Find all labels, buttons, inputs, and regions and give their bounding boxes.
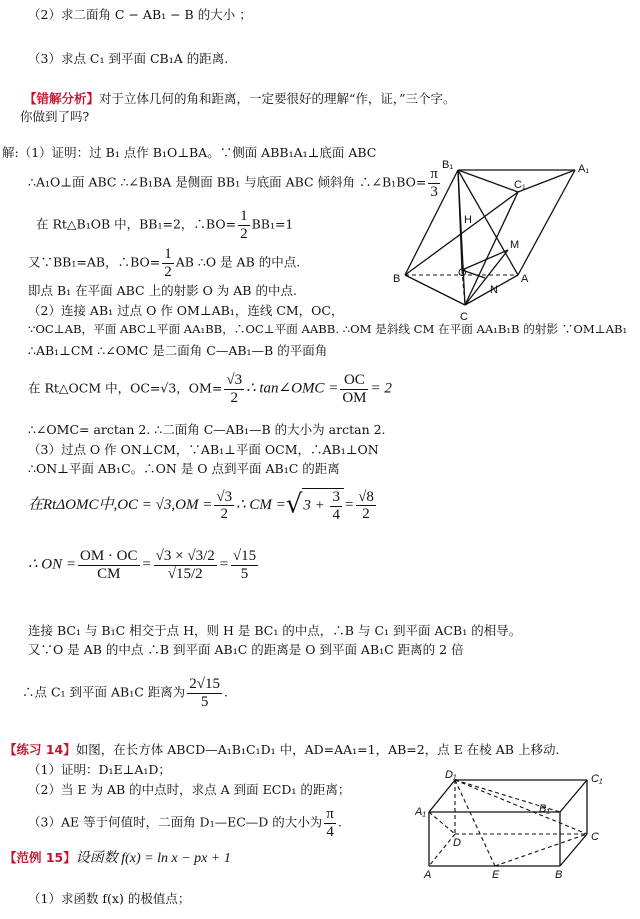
edge-b-c bbox=[560, 834, 587, 866]
solution-line-16: 又∵O 是 AB 的中点 ∴B 到平面 AB₁C 的距离是 O 到平面 AB₁C 距离的 2 倍 bbox=[28, 642, 464, 657]
fraction-num: π bbox=[430, 166, 438, 182]
fraction-om bbox=[224, 372, 244, 406]
solution-line-9 bbox=[28, 372, 392, 406]
exercise-14-title bbox=[4, 743, 559, 757]
fraction-distance bbox=[187, 676, 222, 710]
fraction-half bbox=[238, 208, 250, 242]
fraction-num: √3 × √3/2 bbox=[155, 548, 215, 564]
example-15-tag: 【范例 15】 bbox=[4, 850, 76, 865]
label-e: E bbox=[492, 869, 500, 880]
solution-line-2-text: ∴A₁O⊥面 ABC ∴∠B₁BA 是侧面 BB₁ 与底面 ABC 倾斜角 ∴∠B₁BO= bbox=[28, 174, 427, 190]
equals: = bbox=[343, 497, 355, 513]
solution-line-4-text: 又∵BB₁=AB，∴BO= bbox=[28, 254, 161, 270]
solution-line-13 bbox=[28, 488, 378, 523]
fraction-den: CM bbox=[97, 565, 121, 582]
label-b1: B₁ bbox=[539, 803, 550, 815]
fraction-num: 1 bbox=[240, 208, 248, 224]
radicand-term: 3 + bbox=[303, 497, 329, 514]
fraction-den: 2 bbox=[230, 389, 238, 406]
error-analysis-text: 对于立体几何的角和距离，一定要很好的理解“作，证，”三个字。 bbox=[99, 91, 456, 106]
label-c: C bbox=[460, 311, 468, 323]
question-3: （3）求点 C₁ 到平面 CB₁A 的距离. bbox=[28, 51, 229, 66]
fraction-den: √15/2 bbox=[167, 565, 203, 582]
fraction-den: 4 bbox=[332, 506, 340, 523]
edge-b1-b bbox=[405, 170, 458, 275]
solution-line-9-text: 在 Rt△OCM 中，OC=√3，OM= bbox=[28, 380, 223, 396]
label-a1: A₁ bbox=[578, 163, 590, 175]
exercise-14-part-2: （2）当 E 为 AB 的中点时，求点 A 到面 ECD₁ 的距离； bbox=[28, 782, 351, 797]
edge-d-a bbox=[429, 834, 455, 866]
exercise-14-part-3 bbox=[28, 806, 342, 840]
fraction-on-formula bbox=[78, 548, 140, 582]
fraction-num: √3 bbox=[226, 372, 243, 388]
solution-line-15: 连接 BC₁ 与 B₁C 相交于点 H，则 H 是 BC₁ 的中点，∴B 与 C₁ 到平面 ACB₁ 的相导。 bbox=[28, 623, 522, 638]
solution-line-1: 解:（1）证明：过 B₁ 点作 B₁O⊥BA。∵侧面 ABB₁A₁⊥底面 ABC bbox=[2, 145, 377, 160]
equals: = bbox=[141, 556, 152, 573]
fraction-num: OM · OC bbox=[80, 548, 138, 564]
edge-b-c bbox=[405, 275, 465, 305]
edge-a1-d bbox=[429, 812, 455, 834]
fraction-on-result bbox=[231, 548, 258, 582]
question-2: （2）求二面角 C − AB₁ − B 的大小 ； bbox=[28, 7, 252, 22]
error-analysis bbox=[24, 92, 456, 106]
error-analysis-tag: 【错解分析】 bbox=[24, 91, 100, 106]
solution-line-5: 即点 B₁ 在平面 ABC 上的射影 O 为 AB 的中点. bbox=[28, 283, 297, 298]
label-a: A bbox=[521, 273, 529, 285]
fraction-num: 1 bbox=[164, 246, 172, 262]
fraction-num: 3 bbox=[332, 489, 340, 505]
exercise-14-part-3-tail: . bbox=[337, 814, 342, 830]
label-c: C bbox=[591, 831, 599, 843]
solution-line-4-tail: AB ∴O 是 AB 的中点. bbox=[175, 254, 301, 270]
solution-line-3 bbox=[36, 208, 293, 242]
tan-result: = 2 bbox=[370, 380, 392, 397]
label-h: H bbox=[464, 214, 472, 226]
example-15-title bbox=[4, 851, 231, 867]
label-o: O bbox=[458, 267, 467, 279]
exercise-14-tag: 【练习 14】 bbox=[4, 742, 76, 757]
fraction-oc-om bbox=[340, 372, 368, 406]
solution-line-11: （3）过点 O 作 ON⊥CM，∵AB₁⊥平面 OCM，∴AB₁⊥ON bbox=[28, 442, 379, 457]
cm-label: ∴ CM = bbox=[236, 497, 286, 513]
edge-o-m bbox=[462, 250, 508, 270]
fraction-num: 2√15 bbox=[189, 676, 220, 692]
edge-c1-a1 bbox=[518, 170, 575, 192]
exercise-14-part-1: （1）证明：D₁E⊥A₁D； bbox=[28, 762, 171, 777]
fraction-den: 2 bbox=[220, 506, 228, 522]
fraction-num: √15 bbox=[232, 548, 257, 564]
fraction-num: OC bbox=[340, 372, 368, 390]
solution-line-14 bbox=[28, 548, 260, 582]
fraction-den: 2 bbox=[362, 506, 370, 522]
error-analysis-question: 你做到了吗? bbox=[20, 109, 90, 124]
fraction-cm-result bbox=[356, 489, 376, 523]
label-n: N bbox=[490, 284, 498, 296]
edge-d1-a1 bbox=[429, 780, 455, 812]
exercise-14-text: 如图，在长方体 ABCD—A₁B₁C₁D₁ 中，AD=AA₁=1，AB=2，点 E 在棱 AB 上移动. bbox=[75, 742, 560, 757]
fraction-den: 3 bbox=[430, 183, 438, 200]
label-a1: A₁ bbox=[415, 806, 426, 818]
solution-line-4 bbox=[28, 246, 300, 280]
fraction-den: OM bbox=[342, 389, 367, 406]
edge-b1-c1 bbox=[560, 780, 587, 812]
solution-line-17-tail: . bbox=[224, 684, 228, 700]
box-figure bbox=[415, 768, 615, 880]
edge-a1-a bbox=[518, 170, 575, 275]
solution-line-7: ∵OC⊥AB，平面 ABC⊥平面 AA₁BB，∴OC⊥平面 AABB. ∴OM 是斜线 CM 在平面 AA₁B₁B 的射影 ∵OM⊥AB₁ bbox=[28, 322, 628, 336]
exercise-14-part-3-text: （3）AE 等于何值时，二面角 D₁—EC—D 的大小为 bbox=[28, 814, 323, 830]
label-b1: B₁ bbox=[442, 159, 454, 171]
fraction-den: 4 bbox=[326, 823, 334, 840]
fraction-three-quarters bbox=[330, 489, 342, 523]
label-m: M bbox=[510, 239, 520, 251]
cm-given: 在RtΔOMC中,OC = √3,OM = bbox=[28, 497, 213, 513]
solution-line-3-tail: BB₁=1 bbox=[251, 216, 294, 232]
label-c1: C₁ bbox=[591, 773, 603, 785]
solution-line-17-text: ∴点 C₁ 到平面 AB₁C 距离为 bbox=[22, 684, 186, 700]
fraction-pi-4 bbox=[324, 806, 336, 840]
solution-line-2 bbox=[28, 166, 442, 200]
edge-d1-c bbox=[455, 780, 587, 834]
radical-sign: √ bbox=[285, 489, 303, 520]
solution-line-17 bbox=[22, 676, 228, 710]
label-b: B bbox=[393, 273, 401, 285]
label-d: D bbox=[453, 837, 461, 849]
fraction-num: π bbox=[326, 806, 334, 822]
solution-line-10: ∴∠OMC= arctan 2. ∴二面角 C—AB₁—B 的大小为 arctan 2. bbox=[28, 422, 386, 437]
edge-d1-e bbox=[455, 780, 495, 866]
example-15-part-1: （1）求函数 f(x) 的极值点； bbox=[28, 891, 191, 906]
fraction-num: √3 bbox=[216, 488, 233, 505]
solution-line-3-text: 在 Rt△B₁OB 中，BB₁=2，∴BO= bbox=[36, 216, 237, 232]
fraction-den: 2 bbox=[164, 263, 172, 280]
prism-figure bbox=[390, 150, 620, 330]
equals: = bbox=[218, 556, 229, 573]
fraction-den: 2 bbox=[240, 225, 248, 242]
label-a: A bbox=[424, 869, 432, 880]
tan-expression: ∴ tan∠OMC = bbox=[246, 380, 339, 397]
fraction-half bbox=[162, 246, 174, 280]
solution-line-12: ∴ON⊥平面 AB₁C。∴ON 是 O 点到平面 AB₁C 的距离 bbox=[28, 461, 340, 476]
edge-b1-o bbox=[458, 170, 462, 270]
label-c1: C₁ bbox=[514, 179, 526, 191]
solution-line-8: ∴AB₁⊥CM ∴∠OMC 是二面角 C—AB₁—B 的平面角 bbox=[28, 343, 328, 358]
radicand bbox=[302, 488, 344, 523]
fraction-om bbox=[214, 489, 234, 523]
label-b: B bbox=[555, 869, 563, 880]
on-label: ∴ ON = bbox=[28, 556, 77, 573]
fraction-on-compound bbox=[154, 548, 217, 582]
label-d1: D₁ bbox=[445, 769, 457, 781]
fraction-num: √8 bbox=[358, 488, 374, 505]
fraction-den: 5 bbox=[240, 565, 249, 582]
fraction-den: 5 bbox=[200, 693, 209, 710]
example-15-text: 设函数 f(x) = ln x − px + 1 bbox=[75, 851, 231, 866]
solution-line-6: （2）连接 AB₁ 过点 O 作 OM⊥AB₁，连线 CM，OC， bbox=[28, 303, 344, 318]
edge-b1-c1 bbox=[458, 170, 518, 192]
